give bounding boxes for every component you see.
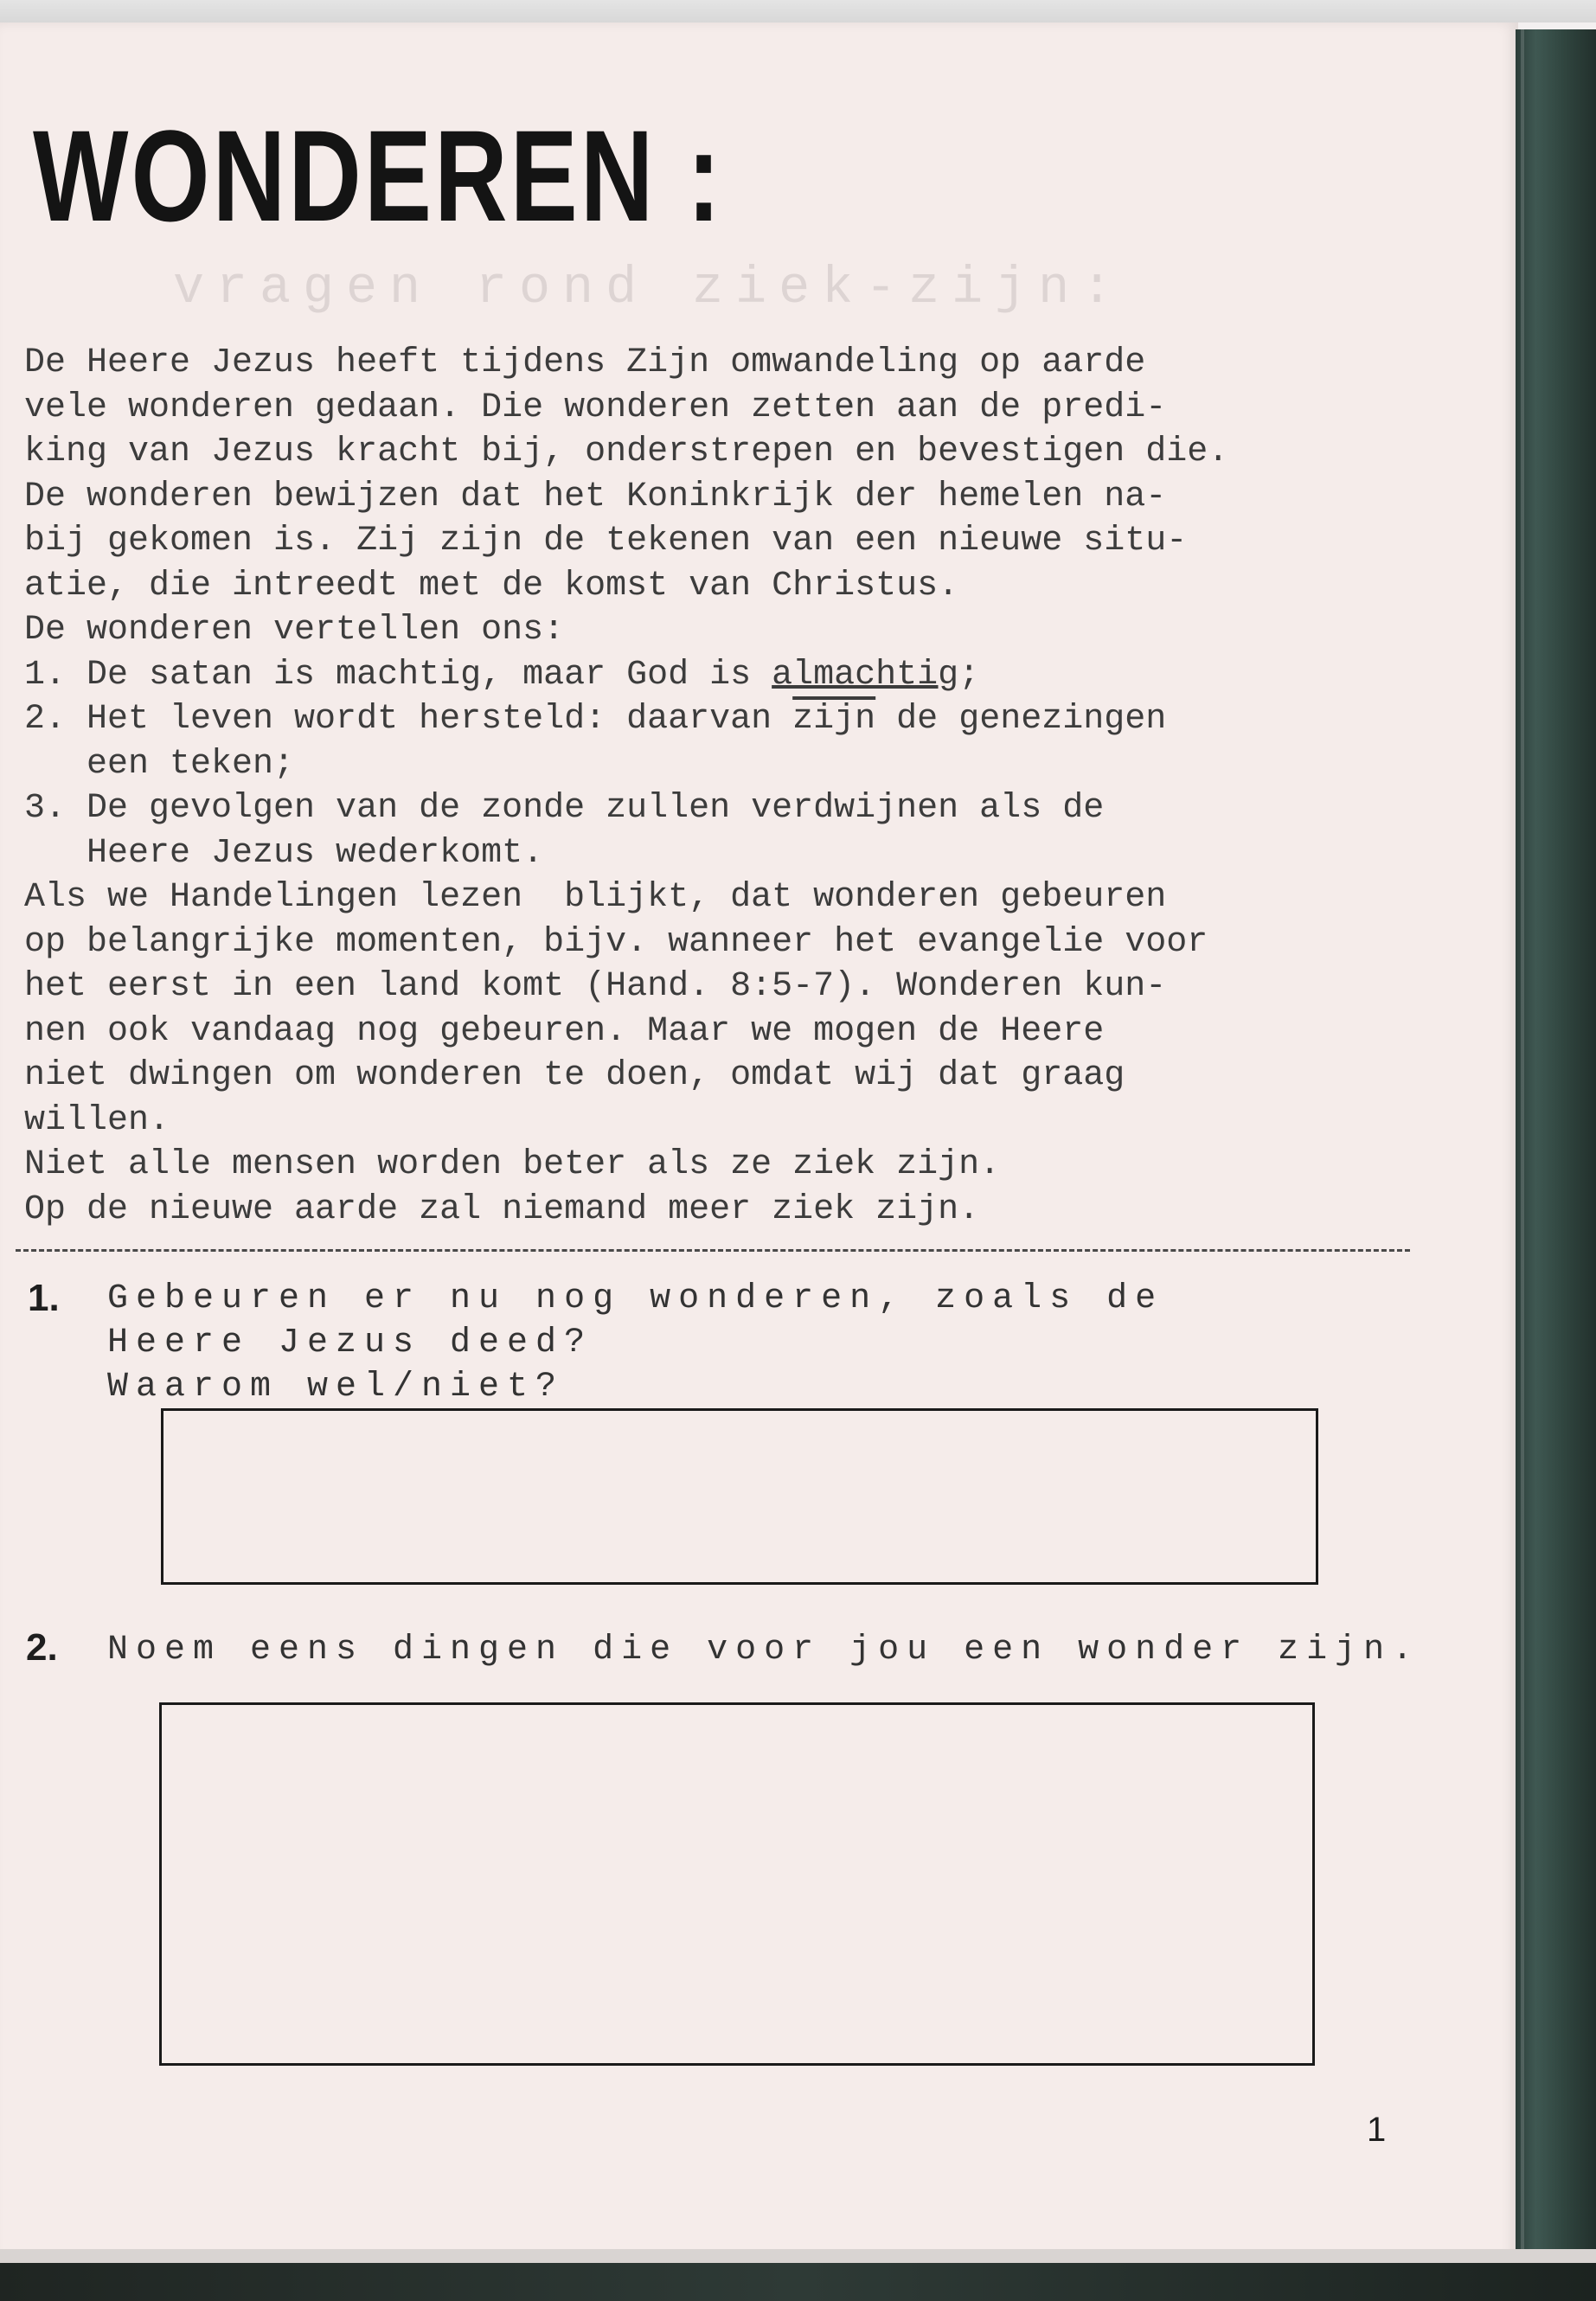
body-lines-before: De Heere Jezus heeft tijdens Zijn omwandeling op aarde vele wonderen gedaan. Die wonderen zetten aan de predi- king van Jezus kracht bij, onderstrepen en bevestigen die. De wonderen bewijzen dat het Koninkrijk der hemelen na- bij gekomen is. Zij zijn de tekenen van een nieuwe situ- atie, die intreedt met de komst van Christus. De wonderen vertellen ons: <box>24 343 1229 650</box>
answer-box-2[interactable] <box>159 1702 1315 2066</box>
answer-box-1[interactable] <box>161 1408 1318 1585</box>
question-2-number: 2. <box>26 1626 58 1669</box>
question-2-text: Noem eens dingen die voor jou een wonder zijn. <box>107 1631 1421 1670</box>
list-item-2-prefix: 2. Het leven wordt hersteld: daarvan <box>24 700 793 739</box>
page-number: 1 <box>1367 2111 1387 2149</box>
scan-top-edge <box>0 0 1596 22</box>
list-item-1-prefix: 1. De satan is machtig, maar God is <box>24 655 772 695</box>
list-item-2-emphasis: zijn <box>792 700 876 739</box>
list-item-2-suffix: de genezingen <box>875 700 1167 739</box>
body-lines-after: een teken; 3. De gevolgen van de zonde zullen verdwijnen als de Heere Jezus wederkomt. Als we Handelingen lezen blijkt, dat wonderen gebeuren op belangrijke momenten, bijv. wanneer het evangelie voor het eerst in een land komt (Hand. 8:5-7). Wonderen kun- nen ook vandaag nog gebeuren. Maar we mogen de Heere niet dwingen om wonderen te doen, omdat wij dat graag willen. Niet alle mensen worden beter als ze ziek zijn. Op de nieuwe aarde zal niemand meer ziek zijn. <box>24 744 1208 1229</box>
scan-bottom-edge <box>0 2249 1596 2301</box>
list-item-1-emphasis: almachtig <box>772 655 959 695</box>
question-1-number: 1. <box>28 1277 60 1319</box>
question-1-text: Gebeuren er nu nog wonderen, zoals de Heere Jezus deed? Waarom wel/niet? <box>107 1279 1164 1407</box>
dashed-divider <box>16 1249 1410 1252</box>
list-item-1-suffix: ; <box>958 655 980 695</box>
list-item-1 <box>24 656 979 695</box>
body-text <box>24 341 1374 1232</box>
bleed-through-text: vragen rond ziek-zijn: <box>173 260 1125 318</box>
book-spine <box>1516 29 1596 2279</box>
page-title: WONDEREN : <box>33 103 724 248</box>
list-item-2 <box>24 700 1166 739</box>
